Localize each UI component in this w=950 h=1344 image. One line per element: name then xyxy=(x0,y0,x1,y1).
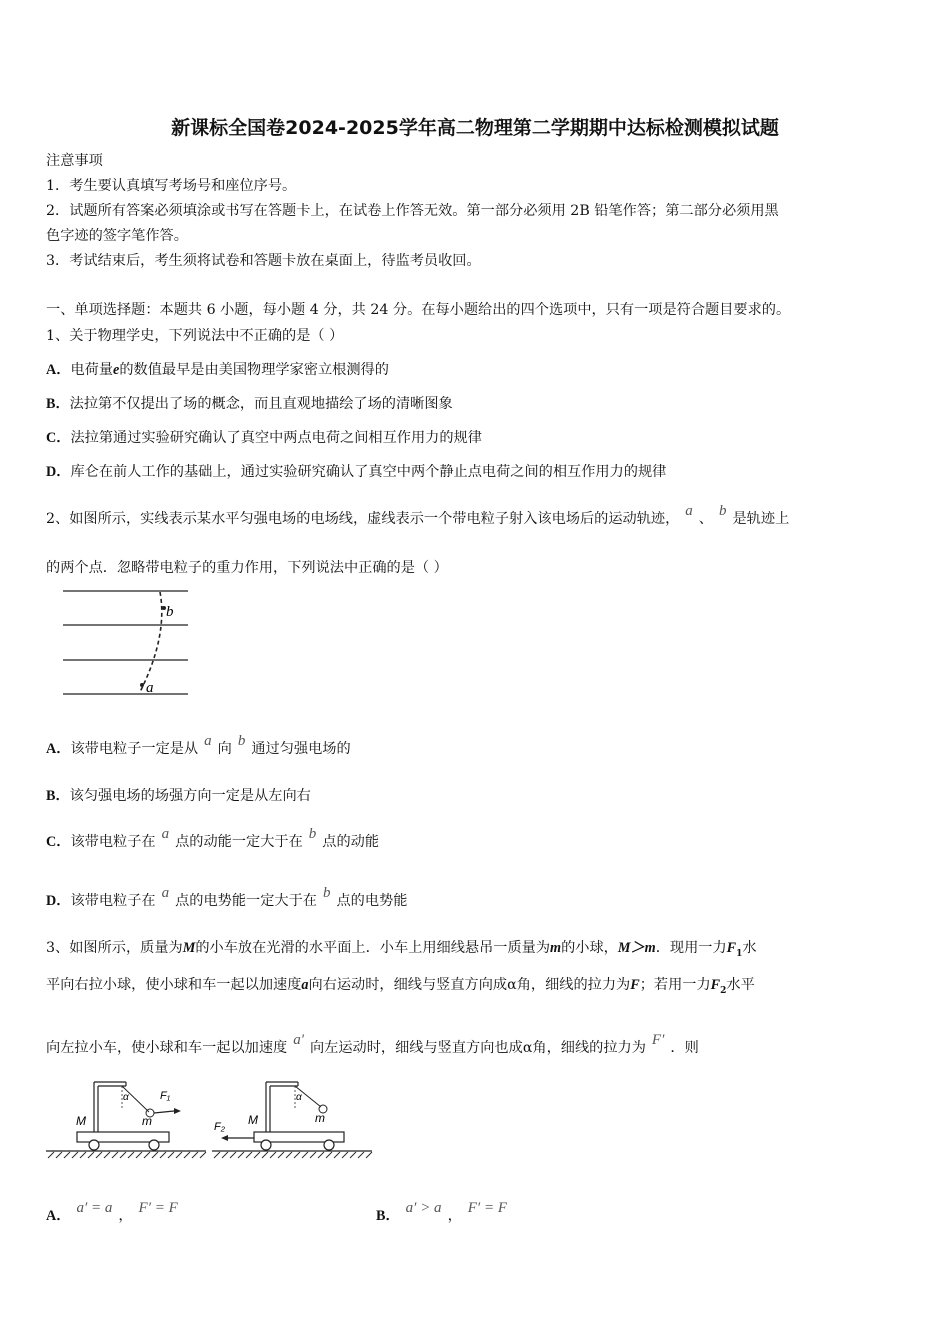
option-text: 点的动能一定大于在 xyxy=(175,834,303,850)
option-text: 库仑在前人工作的基础上，通过实验研究确认了真空中两个静止点电荷之间的相互作用力的规律 xyxy=(70,464,667,480)
option-key: A． xyxy=(46,741,71,757)
fig-label-b: b xyxy=(166,604,174,620)
q1-option-b xyxy=(46,394,453,414)
symbol-a: a xyxy=(161,885,170,901)
symbol-a-prime: a′ xyxy=(293,1032,304,1048)
cart-left xyxy=(76,1082,181,1150)
stem-text: 向左运动时，细线与竖直方向也成 xyxy=(309,1040,523,1056)
notice-item-2-line-1: 2．试题所有答案必须填涂或书写在答题卡上，在试卷上作答无效。第一部分必须用 2B 铅笔作答；第二部分必须用黑 xyxy=(46,203,779,219)
symbol-alpha: α xyxy=(507,977,517,993)
q3-option-a xyxy=(46,1200,184,1226)
option-key: B． xyxy=(376,1208,400,1224)
cart-figure xyxy=(42,1076,377,1162)
option-text: 点的电势能 xyxy=(336,893,408,909)
notice-heading: 注意事项 xyxy=(46,153,103,169)
stem-text: 的小球， xyxy=(561,940,618,956)
expression: F′ = F xyxy=(467,1200,507,1216)
symbol-F1: F xyxy=(726,940,737,956)
expression: a′ = a xyxy=(76,1200,113,1216)
option-text: 该匀强电场的场强方向一定是从左向右 xyxy=(69,788,311,804)
symbol-F: F xyxy=(630,977,640,993)
fig-label-M: M xyxy=(76,1114,86,1128)
q3-option-b xyxy=(376,1200,513,1226)
symbol-a: a xyxy=(204,733,212,749)
q1-option-c xyxy=(46,428,482,448)
notice-item-3: 3．考试结束后，考生须将试卷和答题卡放在桌面上，待监考员收回。 xyxy=(46,253,481,269)
symbol-b: b xyxy=(308,826,317,842)
stem-text: ．则 xyxy=(670,1040,699,1056)
option-text: 该带电粒子在 xyxy=(70,834,156,850)
option-key: B． xyxy=(46,396,70,412)
page-title: 新课标全国卷2024-2025学年高二物理第二学期期中达标检测模拟试题 xyxy=(171,117,779,139)
option-text: 该带电粒子在 xyxy=(70,893,156,909)
stem-text: 2、如图所示，实线表示某水平匀强电场的电场线，虚线表示一个带电粒子射入该电场后的运动轨迹， xyxy=(46,511,680,527)
expression: a′ > a xyxy=(405,1200,442,1216)
symbol-M: M xyxy=(182,940,196,956)
section-1-heading: 一、单项选择题：本题共 6 小题，每小题 4 分，共 24 分。在每小题给出的四个选项中，只有一项是符合题目要求的。 xyxy=(46,302,791,318)
symbol-m: m xyxy=(550,940,562,956)
stem-text: 水平 xyxy=(726,977,755,993)
notice-item-2-line-2: 色字迹的签字笔作答。 xyxy=(46,228,188,244)
stem-text: 平向右拉小球，使小球和车一起以加速度 xyxy=(46,977,302,993)
stem-text: 水 xyxy=(742,940,757,956)
option-text: 点的电势能一定大于在 xyxy=(175,893,317,909)
option-key: A． xyxy=(46,362,71,378)
fig-label-a: a xyxy=(146,680,154,696)
separator: 、 xyxy=(698,511,713,527)
q2-option-b xyxy=(46,786,311,806)
fig-label-alpha: α xyxy=(123,1092,129,1103)
option-key: D． xyxy=(46,893,71,909)
fig-label-alpha: α xyxy=(296,1092,302,1103)
q2-option-a xyxy=(46,733,351,759)
subscript: 2 xyxy=(720,985,727,996)
option-key: C． xyxy=(46,430,71,446)
fig-label-m: m xyxy=(315,1111,325,1125)
q1-stem: 1、关于物理学史，下列说法中不正确的是（ ） xyxy=(46,328,344,344)
q3-stem-line-1 xyxy=(46,938,757,964)
q2-option-c xyxy=(46,826,380,852)
mass-comparison: M＞m xyxy=(617,940,656,956)
subscript: 1 xyxy=(736,948,743,959)
q1-option-d xyxy=(46,462,666,482)
symbol-b: b xyxy=(322,885,331,901)
fig-label-F2: F₂ xyxy=(214,1121,225,1133)
q1-option-a xyxy=(46,360,389,380)
stem-text: 3、如图所示，质量为 xyxy=(46,940,183,956)
stem-text: 向左拉小车，使小球和车一起以加速度 xyxy=(46,1040,288,1056)
symbol-b: b xyxy=(718,503,727,519)
stem-text: 向右运动时，细线与竖直方向成 xyxy=(308,977,508,993)
option-text: 向 xyxy=(217,741,232,757)
symbol-e: e xyxy=(113,362,120,378)
option-text: 法拉第不仅提出了场的概念，而且直观地描绘了场的清晰图象 xyxy=(69,396,453,412)
expression: F′ = F xyxy=(138,1200,178,1216)
fig-label-F1: F₁ xyxy=(160,1090,171,1102)
notice-item-1: 1．考生要认真填写考场号和座位序号。 xyxy=(46,178,297,194)
option-key: D． xyxy=(46,464,71,480)
symbol-alpha: α xyxy=(522,1040,533,1056)
stem-text: 是轨迹上 xyxy=(732,511,790,527)
separator: ， xyxy=(118,1208,133,1224)
symbol-b: b xyxy=(237,733,246,749)
symbol-acc: a xyxy=(301,977,309,993)
option-text: 法拉第通过实验研究确认了真空中两点电荷之间相互作用力的规律 xyxy=(70,430,482,446)
fig-label-m: m xyxy=(142,1114,152,1128)
stem-text: 角，细线的拉力为 xyxy=(532,1040,646,1056)
cart-right xyxy=(214,1082,344,1150)
electric-field-figure xyxy=(60,586,200,698)
stem-text: ；若用一力 xyxy=(639,977,711,993)
q2-stem-line-1 xyxy=(46,503,790,529)
option-key: C． xyxy=(46,834,71,850)
q2-stem-line-2: 的两个点．忽略带电粒子的重力作用，下列说法中正确的是（ ） xyxy=(46,560,448,576)
stem-text: ．现用一力 xyxy=(655,940,727,956)
stem-text: 的小车放在光滑的水平面上．小车上用细线悬吊一质量为 xyxy=(195,940,551,956)
q3-stem-line-2 xyxy=(46,975,755,1001)
option-text: 该带电粒子一定是从 xyxy=(70,741,199,757)
option-key: B． xyxy=(46,788,70,804)
stem-text: 角，细线的拉力为 xyxy=(516,977,631,993)
option-text: 点的动能 xyxy=(322,834,380,850)
symbol-F2: F xyxy=(710,977,721,993)
q2-option-d xyxy=(46,885,408,911)
option-text: 的数值最早是由美国物理学家密立根测得的 xyxy=(119,362,389,378)
separator: ， xyxy=(447,1208,462,1224)
q3-stem-line-3 xyxy=(46,1032,699,1058)
symbol-F-prime: F′ xyxy=(651,1032,665,1048)
option-key: A． xyxy=(46,1208,71,1224)
symbol-a: a xyxy=(161,826,170,842)
fig-label-M: M xyxy=(248,1113,258,1127)
option-text: 电荷量 xyxy=(70,362,114,378)
symbol-a: a xyxy=(685,503,693,519)
option-text: 通过匀强电场的 xyxy=(251,741,351,757)
